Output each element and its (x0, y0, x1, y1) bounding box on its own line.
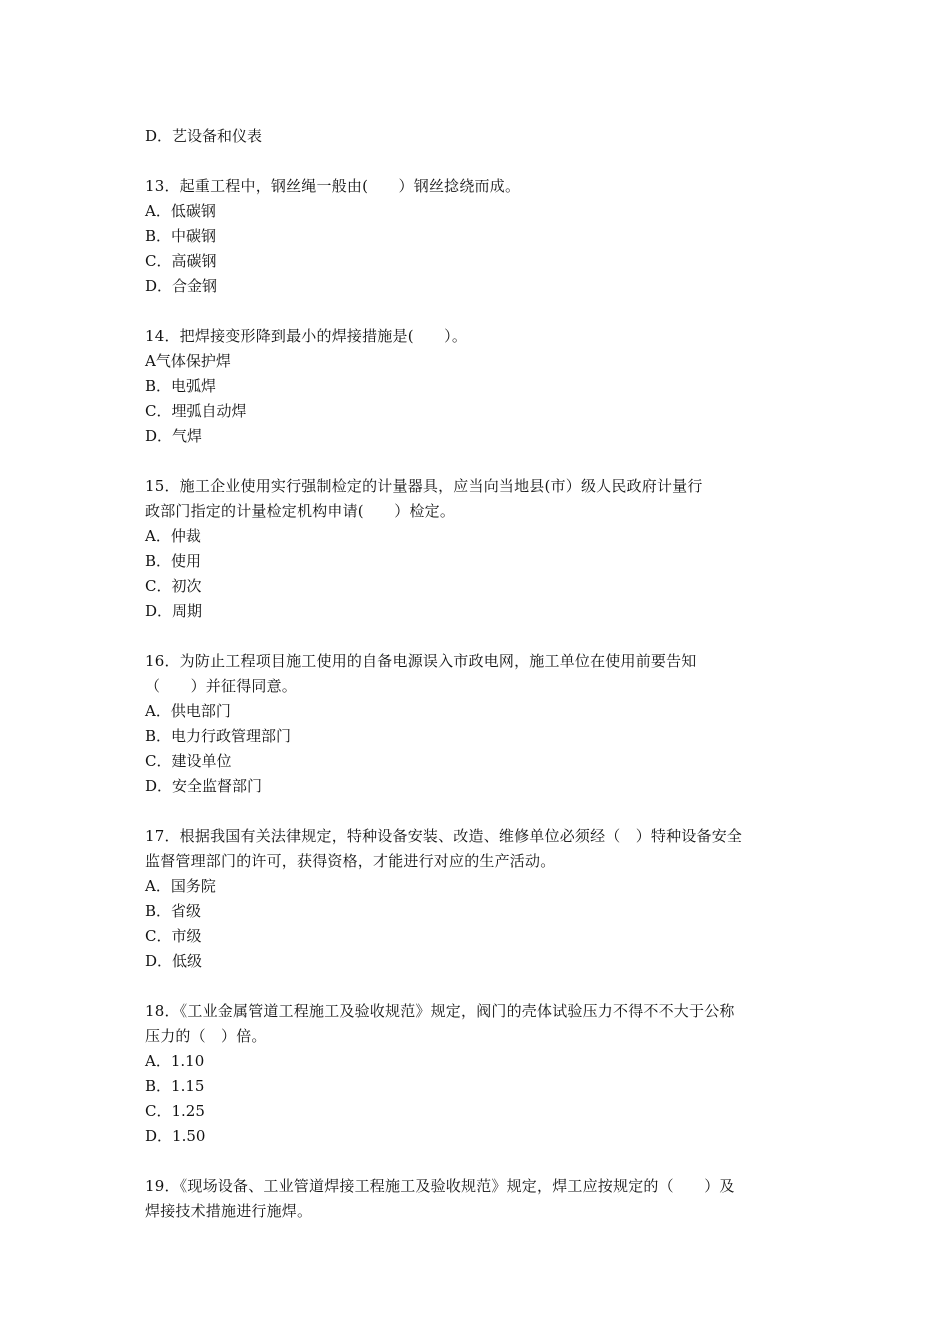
question-stem (145, 1174, 825, 1224)
spacer (145, 1149, 825, 1174)
option-c: C．建设单位 (145, 752, 232, 770)
stem-line: 18．《工业金属管道工程施工及验收规范》规定，阀门的壳体试验压力不得不不大于公称 (145, 1002, 735, 1020)
stem-line: 14．把焊接变形降到最小的焊接措施是( ）。 (145, 327, 468, 345)
spacer (145, 974, 825, 999)
option-b: B．中碳钢 (145, 227, 217, 245)
question-stem (145, 649, 825, 699)
stem-line: 焊接技术措施进行施焊。 (145, 1202, 313, 1220)
question-stem (145, 999, 825, 1049)
previous-option-d: D．艺设备和仪表 (145, 127, 263, 145)
option-d: D．合金钢 (145, 277, 218, 295)
option-b: B．电弧焊 (145, 377, 217, 395)
option-c: C．市级 (145, 927, 202, 945)
question-stem (145, 324, 825, 349)
option-c: C．埋弧自动焊 (145, 402, 247, 420)
option-c: C．高碳钢 (145, 252, 217, 270)
question-stem (145, 824, 825, 874)
option-a: A．供电部门 (145, 702, 231, 720)
stem-line: （ ）并征得同意。 (145, 677, 298, 695)
stem-line: 13．起重工程中，钢丝绳一般由( ）钢丝捻绕而成。 (145, 177, 521, 195)
stem-line: 监督管理部门的许可，获得资格，才能进行对应的生产活动。 (145, 852, 556, 870)
option-b: B．使用 (145, 552, 202, 570)
document-page (145, 124, 825, 1224)
option-b: B．电力行政管理部门 (145, 727, 292, 745)
spacer (145, 449, 825, 474)
stem-line: 政部门指定的计量检定机构申请( ）检定。 (145, 502, 456, 520)
option-a: A气体保护焊 (145, 352, 231, 370)
option-d: D．气焊 (145, 427, 203, 445)
stem-line: 16．为防止工程项目施工使用的自备电源误入市政电网，施工单位在使用前要告知 (145, 652, 697, 670)
question-13 (145, 174, 825, 299)
stem-line: 压力的（ ）倍。 (145, 1027, 267, 1045)
question-14 (145, 324, 825, 449)
option-c: C．1.25 (145, 1102, 205, 1120)
spacer (145, 624, 825, 649)
question-15 (145, 474, 825, 624)
option-a: A．低碳钢 (145, 202, 216, 220)
spacer (145, 149, 825, 174)
spacer (145, 799, 825, 824)
stem-line: 19．《现场设备、工业管道焊接工程施工及验收规范》规定，焊工应按规定的（ ）及 (145, 1177, 735, 1195)
option-a: A．仲裁 (145, 527, 201, 545)
option-d: D．安全监督部门 (145, 777, 263, 795)
question-19 (145, 1174, 825, 1224)
question-18 (145, 999, 825, 1149)
question-16 (145, 649, 825, 799)
option-d: D．低级 (145, 952, 203, 970)
option-b: B．1.15 (145, 1077, 205, 1095)
option-a: A．国务院 (145, 877, 216, 895)
option-b: B．省级 (145, 902, 202, 920)
question-17 (145, 824, 825, 974)
option-d: D．1.50 (145, 1127, 206, 1145)
question-stem (145, 474, 825, 524)
spacer (145, 299, 825, 324)
option-a: A．1.10 (145, 1052, 205, 1070)
option-d: D．周期 (145, 602, 203, 620)
option-c: C．初次 (145, 577, 202, 595)
question-stem (145, 174, 825, 199)
stem-line: 15．施工企业使用实行强制检定的计量器具，应当向当地县(市）级人民政府计量行 (145, 477, 703, 495)
stem-line: 17．根据我国有关法律规定，特种设备安装、改造、维修单位必须经（ ）特种设备安全 (145, 827, 743, 845)
